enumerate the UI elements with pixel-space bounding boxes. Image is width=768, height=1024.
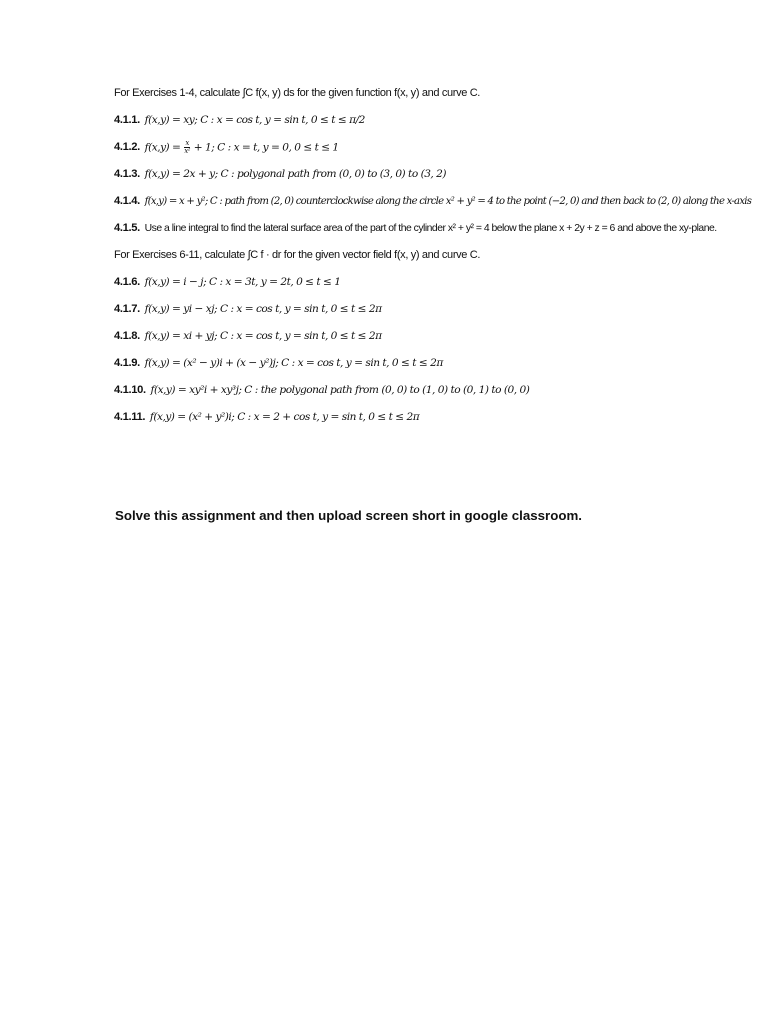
exercise-number: 4.1.4.: [114, 195, 140, 207]
fraction-denominator: x²: [184, 147, 190, 155]
exercise-text: f(x,y) = (x² + y²)i; C : x = 2 + cos t, y = sin t, 0 ≤ t ≤ 2π: [149, 411, 420, 423]
exercise-text: f(x,y) = 2x + y; C : polygonal path from (0, 0) to (3, 0) to (3, 2): [144, 168, 447, 180]
exercise-number: 4.1.5.: [114, 222, 140, 234]
exercise-text-after: + 1; C : x = t, y = 0, 0 ≤ t ≤ 1: [193, 141, 339, 154]
exercise-number: 4.1.9.: [114, 357, 140, 369]
exercise-4-1-10: [114, 383, 754, 397]
exercise-text: f(x,y) = i − j; C : x = 3t, y = 2t, 0 ≤ t ≤ 1: [144, 276, 341, 288]
exercise-4-1-2: [114, 140, 754, 154]
exercise-text: f(x,y) = xi + yj; C : x = cos t, y = sin t, 0 ≤ t ≤ 2π: [144, 330, 382, 342]
exercise-text: f(x,y) = xy; C : x = cos t, y = sin t, 0 ≤ t ≤ π/2: [144, 114, 365, 126]
vector-intro: For Exercises 6-11, calculate ∫C f · dr for the given vector field f(x, y) and curve C.: [114, 249, 481, 261]
exercise-list: [114, 86, 754, 437]
exercise-number: 4.1.7.: [114, 303, 140, 315]
exercise-number: 4.1.3.: [114, 168, 140, 180]
exercise-number: 4.1.11.: [114, 411, 146, 423]
exercise-4-1-8: [114, 329, 754, 343]
exercise-number: 4.1.2.: [114, 141, 140, 154]
exercise-4-1-9: [114, 356, 754, 370]
exercise-number: 4.1.8.: [114, 330, 140, 342]
exercise-text: f(x,y) = xy²i + xy³j; C : the polygonal path from (0, 0) to (1, 0) to (0, 1) to (0, 0): [150, 384, 530, 396]
exercise-number: 4.1.10.: [114, 384, 146, 396]
exercise-4-1-7: [114, 302, 754, 316]
exercise-4-1-6: [114, 275, 754, 289]
exercise-4-1-4: [114, 194, 754, 208]
exercise-text: f(x,y) = yi − xj; C : x = cos t, y = sin t, 0 ≤ t ≤ 2π: [144, 303, 382, 315]
exercise-4-1-3: [114, 167, 754, 181]
fraction-numerator: x: [185, 139, 189, 147]
exercise-number: 4.1.1.: [114, 114, 140, 126]
exercise-text: f(x,y) = (x² − y)i + (x − y²)j; C : x = cos t, y = sin t, 0 ≤ t ≤ 2π: [144, 357, 443, 369]
exercise-text: f(x,y) = x + y²; C : path from (2, 0) counterclockwise along the circle x² + y² = 4 to the point (−2, 0) and then back to (2, 0) along the x-axis: [144, 196, 752, 207]
assignment-instruction: Solve this assignment and then upload screen short in google classroom.: [115, 508, 582, 523]
fraction: [184, 140, 190, 155]
exercise-number: 4.1.6.: [114, 276, 140, 288]
exercise-4-1-5: [114, 221, 754, 235]
exercise-text-before: f(x,y) =: [144, 141, 181, 154]
exercise-text: Use a line integral to find the lateral surface area of the part of the cylinder x² + y² = 4 below the plane x + 2y + z = 6 and above the xy-plane.: [144, 223, 717, 234]
scalar-intro: For Exercises 1-4, calculate ∫C f(x, y) ds for the given function f(x, y) and curve C.: [114, 87, 481, 99]
exercise-4-1-11: [114, 410, 754, 424]
exercise-4-1-1: [114, 113, 754, 127]
